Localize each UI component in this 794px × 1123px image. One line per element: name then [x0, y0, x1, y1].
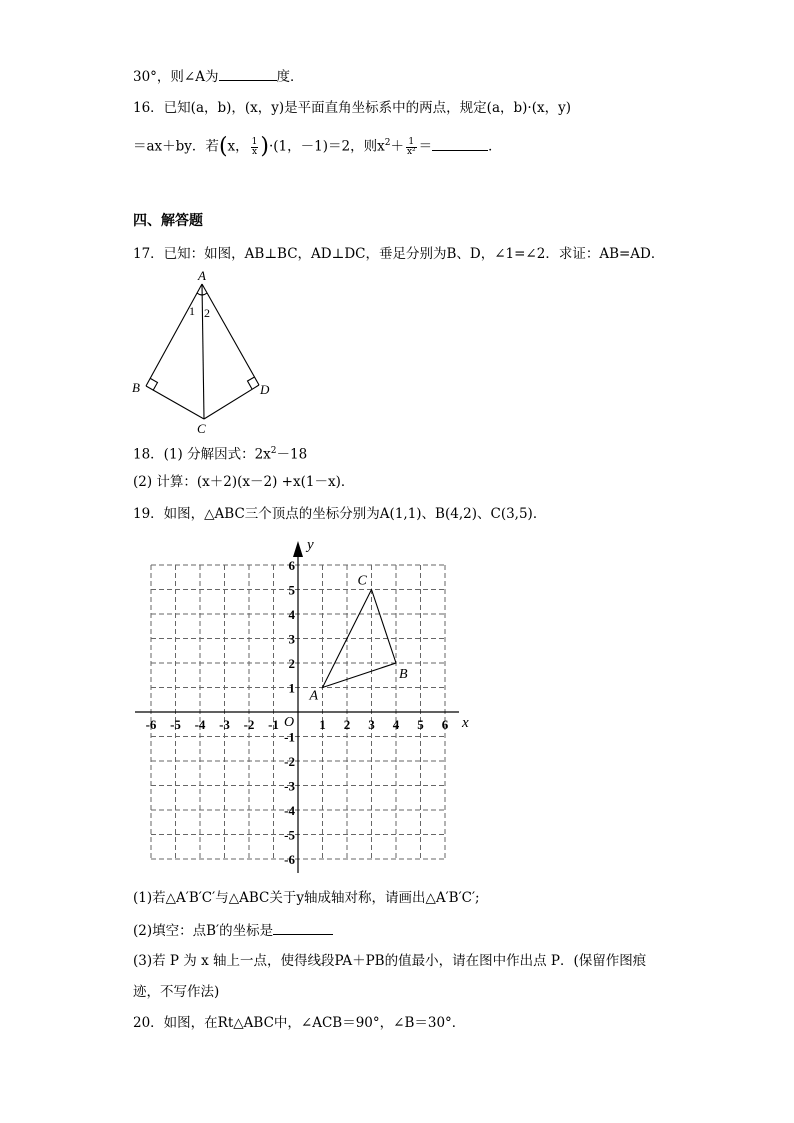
coordinate-grid-figure [0, 530, 794, 880]
x-tick-label: -2 [243, 717, 255, 732]
y-tick-label: -1 [284, 729, 295, 745]
label-c: C [197, 421, 206, 435]
segment-bc [146, 386, 204, 419]
origin-label: O [284, 715, 295, 730]
segment-dc [204, 385, 259, 419]
y-tick-label: -3 [284, 778, 295, 794]
segment-ac [202, 284, 204, 419]
x-tick-label: 5 [417, 717, 424, 732]
x-tick-label: -3 [219, 717, 230, 732]
q18-part1-suffix: －18 [276, 446, 308, 463]
q16-part-b: x， [227, 138, 249, 155]
q18-part1-prefix: 18．(1) 分解因式：2x [133, 446, 271, 463]
q16-part-c: ·(1，－1)＝2，则x [268, 138, 385, 155]
x-tick-label: -6 [145, 717, 157, 732]
q17-text: 17．已知：如图，AB⊥BC，AD⊥DC，垂足分别为B、D，∠1=∠2．求证：AB=AD． [133, 246, 665, 262]
q16-answer-blank[interactable] [432, 136, 488, 151]
q16-line1: 16．已知(a，b)，(x，y)是平面直角坐标系中的两点，规定(a，b)·(x，y) [133, 100, 571, 116]
q15-suffix: 度． [276, 69, 304, 85]
angle-label-1: 1 [189, 304, 195, 318]
y-tick-label: 2 [288, 656, 295, 671]
frac2-numerator: 1 [406, 138, 417, 148]
q19-sub3-line1: (3)若 P 为 x 轴上一点，使得线段PA＋PB的值最小，请在图中作出点 P．(保留作图痕 [133, 953, 647, 969]
y-tick-label: 4 [288, 607, 295, 622]
frac1-denominator: x [251, 146, 258, 157]
x-tick-label: 4 [392, 717, 400, 732]
q19-sub2-text: (2)填空：点B′的坐标是 [133, 923, 274, 939]
q16-plus: ＋ [390, 138, 404, 155]
y-axis-arrow [293, 541, 303, 557]
right-paren: ) [260, 134, 269, 159]
y-tick-label: 6 [288, 558, 295, 573]
q18-part1 [133, 441, 307, 465]
x-tick-label: 3 [368, 717, 375, 732]
y-tick-label: -5 [284, 827, 295, 843]
fraction-1-over-x [251, 138, 259, 157]
x-tick-label: 6 [441, 717, 449, 732]
q15-tail [133, 66, 304, 87]
q19-answer-blank[interactable] [273, 920, 333, 935]
q19-text: 19．如图，△ABC三个顶点的坐标分别为A(1,1)、B(4,2)、C(3,5)． [133, 506, 547, 522]
segment-ab [146, 284, 202, 386]
x-tick-label: -4 [194, 717, 206, 732]
x-tick-label: 1 [319, 717, 326, 732]
q19-sub3-line2: 迹，不写作法) [133, 984, 220, 1000]
x-axis-label: x [462, 715, 469, 731]
y-tick-label: -2 [284, 754, 295, 769]
fraction-1-over-x2 [406, 138, 417, 157]
point-label-c: C [357, 573, 367, 589]
label-a: A [198, 268, 206, 283]
x-tick-label: -1 [268, 717, 279, 732]
q19-sub2 [133, 920, 333, 941]
label-d: D [260, 382, 270, 397]
x-tick-label: -5 [170, 717, 181, 732]
angle-label-2: 2 [204, 306, 210, 320]
q16-eq: ＝ [418, 138, 433, 155]
q19-sub1: (1)若△A′B′C′与△ABC关于y轴成轴对称，请画出△A′B′C′; [133, 890, 480, 906]
left-paren: ( [218, 134, 228, 159]
frac1-numerator: 1 [251, 136, 258, 147]
q18-part2: (2) 计算：(x＋2)(x－2) +x(1－x)． [133, 474, 355, 490]
y-tick-label: 3 [288, 631, 295, 647]
segment-ad [202, 284, 259, 385]
q16-part-a: ＝ax＋by．若 [133, 138, 219, 155]
y-tick-label: 5 [288, 582, 295, 598]
q15-answer-blank[interactable] [219, 66, 277, 81]
y-tick-label: -4 [284, 803, 295, 818]
q18-part1-sup: 2 [270, 446, 277, 456]
axes [135, 537, 469, 873]
q17-figure [125, 265, 285, 435]
q16-line2 [133, 133, 502, 157]
section-title: 四、解答题 [133, 213, 203, 229]
point-label-b: B [399, 667, 408, 682]
point-label-a: A [309, 688, 319, 704]
y-tick-label: 1 [288, 680, 295, 696]
y-tick-label: -6 [284, 852, 295, 867]
q16-sup: 2 [384, 138, 391, 148]
q20-text: 20．如图，在Rt△ABC中，∠ACB＝90°，∠B＝30°． [133, 1015, 466, 1031]
q15-text: 30°，则∠A为 [133, 69, 219, 85]
q16-end: ． [488, 138, 502, 155]
y-axis-label: y [307, 537, 314, 553]
right-angle-mark-d [248, 377, 255, 389]
frac2-denominator: x² [406, 146, 416, 157]
label-b: B [132, 380, 140, 395]
x-tick-label: 2 [343, 717, 351, 732]
